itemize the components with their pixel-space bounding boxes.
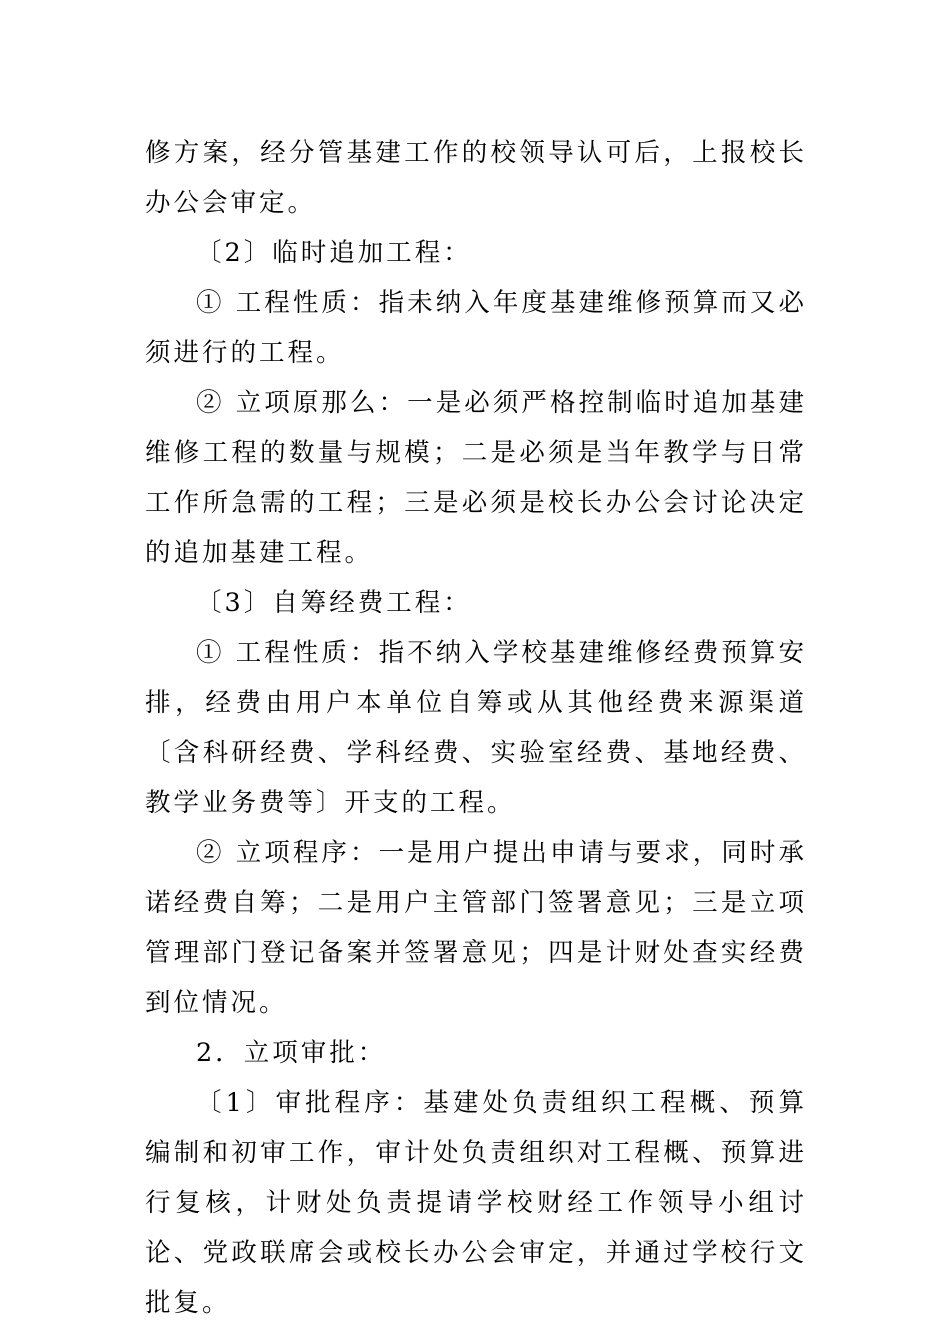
paragraph-self-funded-procedure: ② 立项程序：一是用户提出申请与要求，同时承诺经费自筹；二是用户主管部门签署意见；三是立项管理部门登记备案并签署意见；四是计财处查实经费到位情况。 bbox=[145, 838, 807, 1018]
document-body bbox=[145, 128, 807, 1328]
paragraph-temporary-nature: ① 工程性质：指未纳入年度基建维修预算而又必须进行的工程。 bbox=[145, 288, 807, 368]
heading-self-funded-project: 〔3〕自筹经费工程： bbox=[196, 588, 472, 618]
paragraph-temporary-principle: ② 立项原那么：一是必须严格控制临时追加基建维修工程的数量与规模；二是必须是当年教学与日常工作所急需的工程；三是必须是校长办公会讨论决定的追加基建工程。 bbox=[145, 388, 807, 568]
heading-project-approval: 2．立项审批： bbox=[196, 1038, 387, 1068]
paragraph-approval-procedure: 〔1〕审批程序：基建处负责组织工程概、预算编制和初审工作，审计处负责组织对工程概、预算进行复核，计财处负责提请学校财经工作领导小组讨论、党政联席会或校长办公会审定，并通过学校行文批复。 bbox=[145, 1088, 807, 1318]
heading-temporary-project: 〔2〕临时追加工程： bbox=[196, 238, 472, 268]
paragraph-self-funded-nature: ① 工程性质：指不纳入学校基建维修经费预算安排，经费由用户本单位自筹或从其他经费来源渠道〔含科研经费、学科经费、实验室经费、基地经费、教学业务费等〕开支的工程。 bbox=[145, 638, 807, 818]
paragraph-continuation: 修方案，经分管基建工作的校领导认可后，上报校长办公会审定。 bbox=[145, 138, 807, 218]
